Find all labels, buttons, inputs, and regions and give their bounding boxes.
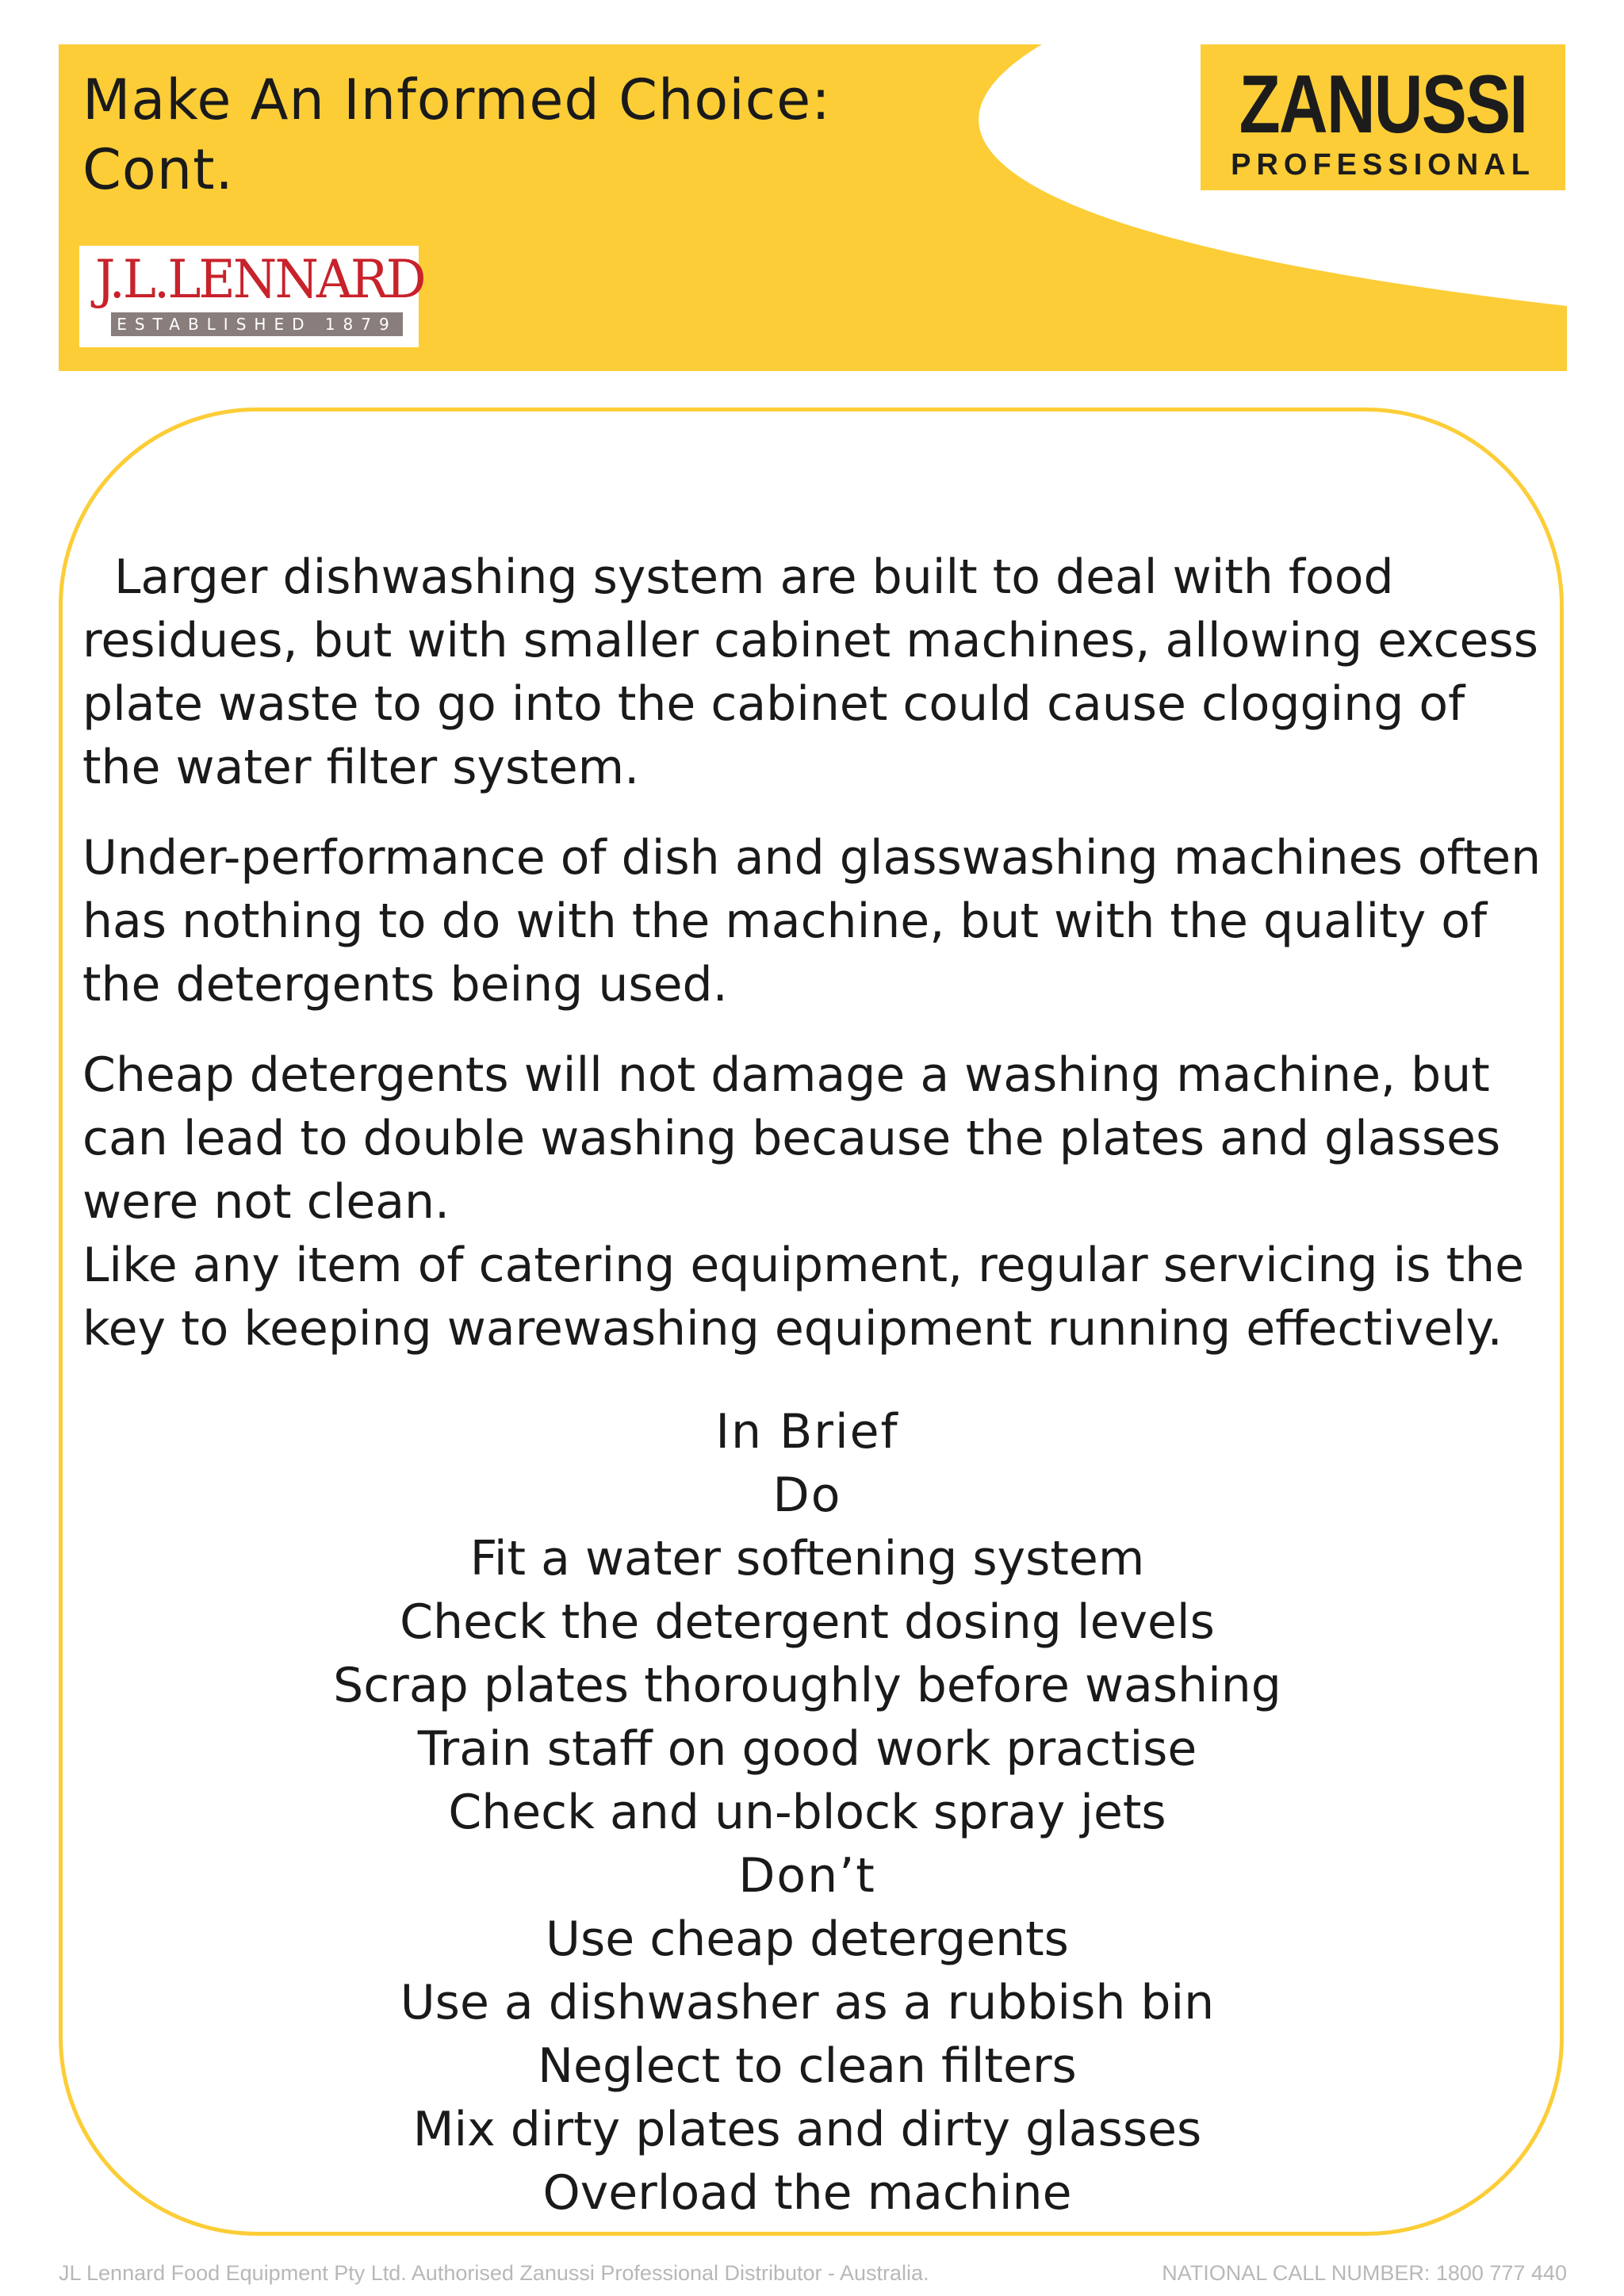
paragraph-regular-servicing: Like any item of catering equipment, regular servicing is the key to keeping warewashing equipment running effectively. bbox=[82, 1238, 1525, 1357]
page-title-line-2: Cont. bbox=[82, 137, 234, 202]
jl-lennard-logo-established: ESTABLISHED 1879 bbox=[111, 312, 403, 336]
page-title bbox=[82, 65, 831, 205]
jl-lennard-logo-name: J.L.LENNARD bbox=[95, 249, 424, 310]
in-brief-section bbox=[59, 1400, 1556, 2225]
do-item: Train staff on good work practise bbox=[417, 1721, 1197, 1777]
do-item: Check and un-block spray jets bbox=[448, 1785, 1166, 1840]
zanussi-professional-logo bbox=[1201, 44, 1565, 190]
dont-item: Neglect to clean filters bbox=[538, 2038, 1077, 2094]
dont-item: Use a dishwasher as a rubbish bin bbox=[400, 1975, 1215, 2030]
paragraph-under-performance: Under-performance of dish and glasswashing machines often has nothing to do with the machine, but with the quality of the detergents being used. bbox=[82, 830, 1542, 1012]
body-text bbox=[82, 545, 1557, 1360]
do-item: Check the detergent dosing levels bbox=[400, 1594, 1215, 1650]
page-title-line-1: Make An Informed Choice: bbox=[82, 67, 831, 132]
jl-lennard-logo bbox=[79, 246, 424, 347]
dont-item: Mix dirty plates and dirty glasses bbox=[412, 2102, 1202, 2157]
dont-item: Overload the machine bbox=[542, 2165, 1072, 2221]
footer-call-number: NATIONAL CALL NUMBER: 1800 777 440 bbox=[1162, 2261, 1567, 2285]
do-item: Fit a water softening system bbox=[469, 1531, 1145, 1586]
paragraph-food-residues: Larger dishwashing system are built to deal with food residues, but with smaller cabinet machines, allowing excess plate waste to go into the cabinet could cause clogging of the water filter system. bbox=[82, 549, 1538, 795]
dont-item: Use cheap detergents bbox=[546, 1911, 1069, 1967]
in-brief-heading: In Brief bbox=[715, 1404, 899, 1460]
paragraph-cheap-detergents: Cheap detergents will not damage a washing machine, but can lead to double washing because the plates and glasses were not clean. bbox=[82, 1047, 1501, 1230]
zanussi-logo-name: ZANUSSI bbox=[1239, 59, 1527, 151]
header-banner bbox=[59, 44, 1567, 371]
zanussi-logo-subtitle: PROFESSIONAL bbox=[1231, 148, 1535, 182]
dont-heading: Don’t bbox=[738, 1848, 876, 1904]
do-heading: Do bbox=[772, 1468, 842, 1523]
footer-distributor: JL Lennard Food Equipment Pty Ltd. Authorised Zanussi Professional Distributor - Australia. bbox=[59, 2261, 929, 2285]
do-item: Scrap plates thoroughly before washing bbox=[333, 1658, 1281, 1713]
